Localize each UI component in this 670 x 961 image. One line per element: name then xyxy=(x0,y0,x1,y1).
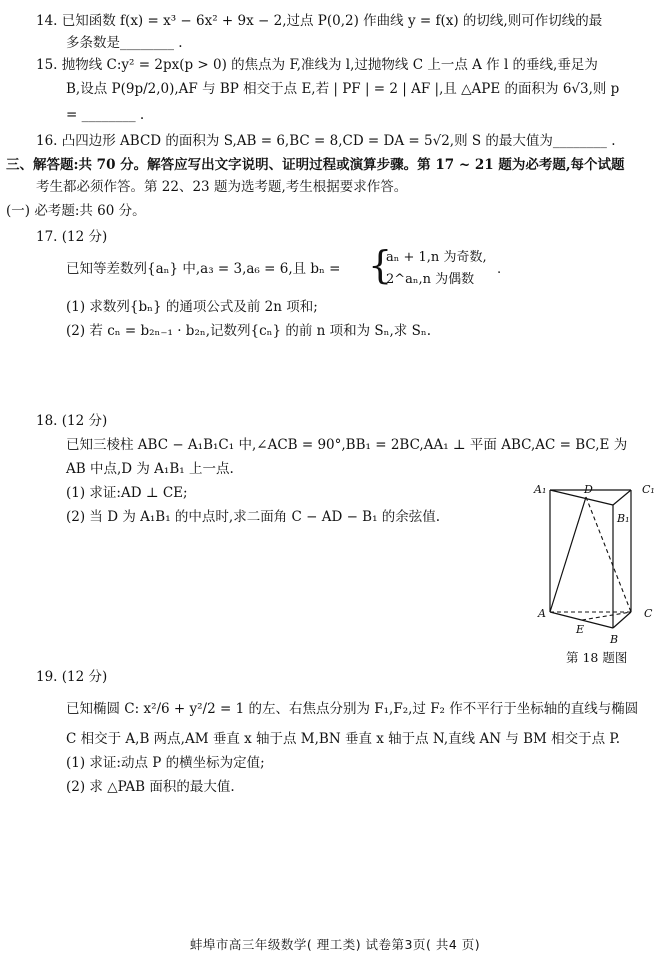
q17-brace: { xyxy=(368,243,393,287)
q18-part1: (1) 求证:AD ⊥ CE; xyxy=(66,485,188,501)
q17-part1: (1) 求数列{bₙ} 的通项公式及前 2n 项和; xyxy=(66,299,318,315)
label-d: D xyxy=(584,483,593,496)
label-a1: A₁ xyxy=(534,483,547,496)
label-c: C xyxy=(644,607,653,620)
q18-line2: AB 中点,D 为 A₁B₁ 上一点. xyxy=(66,461,234,477)
q17-case-end: . xyxy=(497,262,502,277)
label-e: E xyxy=(576,623,585,636)
q15-line3: = ________ . xyxy=(66,107,145,123)
q17-intro: 已知等差数列{aₙ} 中,a₃ = 3,a₆ = 6,且 bₙ = xyxy=(66,261,341,277)
q19-line2: C 相交于 A,B 两点,AM 垂直 x 轴于点 M,BN 垂直 x 轴于点 N,直线 AN 与 BM 相交于点 P. xyxy=(66,731,621,747)
q16-line1: 16. 凸四边形 ABCD 的面积为 S,AB = 6,BC = 8,CD = DA = 5√2,则 S 的最大值为________ . xyxy=(36,133,616,149)
q15-line1: 15. 抛物线 C:y² = 2px(p > 0) 的焦点为 F,准线为 l,过抛物线 C 上一点 A 作 l 的垂线,垂足为 xyxy=(36,57,598,73)
label-a: A xyxy=(538,607,546,620)
figure-caption: 第 18 题图 xyxy=(566,650,628,665)
q19-line1: 已知椭圆 C: x²/6 + y²/2 = 1 的左、右焦点分别为 F₁,F₂,过 F₂ 作不平行于坐标轴的直线与椭圆 xyxy=(66,701,639,717)
prism-figure xyxy=(528,480,670,665)
q14-line1: 14. 已知函数 f(x) = x³ − 6x² + 9x − 2,过点 P(0,2) 作曲线 y = f(x) 的切线,则可作切线的最 xyxy=(36,13,603,29)
label-b1: B₁ xyxy=(617,512,630,525)
section3-line2: 考生都必须作答。第 22、23 题为选考题,考生根据要求作答。 xyxy=(36,179,408,195)
q18-head: 18. (12 分) xyxy=(36,413,108,429)
page-footer: 蚌埠市高三年级数学( 理工类) 试卷第3页( 共4 页) xyxy=(189,937,481,952)
q17-part2: (2) 若 cₙ = b₂ₙ₋₁ · b₂ₙ,记数列{cₙ} 的前 n 项和为 Sₙ,求 Sₙ. xyxy=(66,323,431,339)
section3-line1: 三、解答题:共 70 分。解答应写出文字说明、证明过程或演算步骤。第 17 ~ 21 题为必考题,每个试题 xyxy=(6,157,625,173)
label-b: B xyxy=(610,633,619,646)
q18-line1: 已知三棱柱 ABC − A₁B₁C₁ 中,∠ACB = 90°,BB₁ = 2BC,AA₁ ⊥ 平面 ABC,AC = BC,E 为 xyxy=(66,437,628,453)
q19-part2: (2) 求 △PAB 面积的最大值. xyxy=(66,779,235,795)
q19-head: 19. (12 分) xyxy=(36,669,108,685)
q17-head: 17. (12 分) xyxy=(36,229,108,245)
q14-line2: 多条数是________ . xyxy=(66,35,183,51)
section3-sub: (一) 必考题:共 60 分。 xyxy=(6,203,146,219)
q19-part1: (1) 求证:动点 P 的横坐标为定值; xyxy=(66,755,265,771)
label-c1: C₁ xyxy=(642,483,655,496)
q18-part2: (2) 当 D 为 A₁B₁ 的中点时,求二面角 C − AD − B₁ 的余弦值. xyxy=(66,509,441,525)
q17-case1: aₙ + 1,n 为奇数, xyxy=(386,250,487,265)
q15-line2: B,设点 P(9p/2,0),AF 与 BP 相交于点 E,若 | PF | = 2 | AF |,且 △APE 的面积为 6√3,则 p xyxy=(66,81,620,97)
q17-case2: 2^aₙ,n 为偶数 xyxy=(386,272,475,287)
